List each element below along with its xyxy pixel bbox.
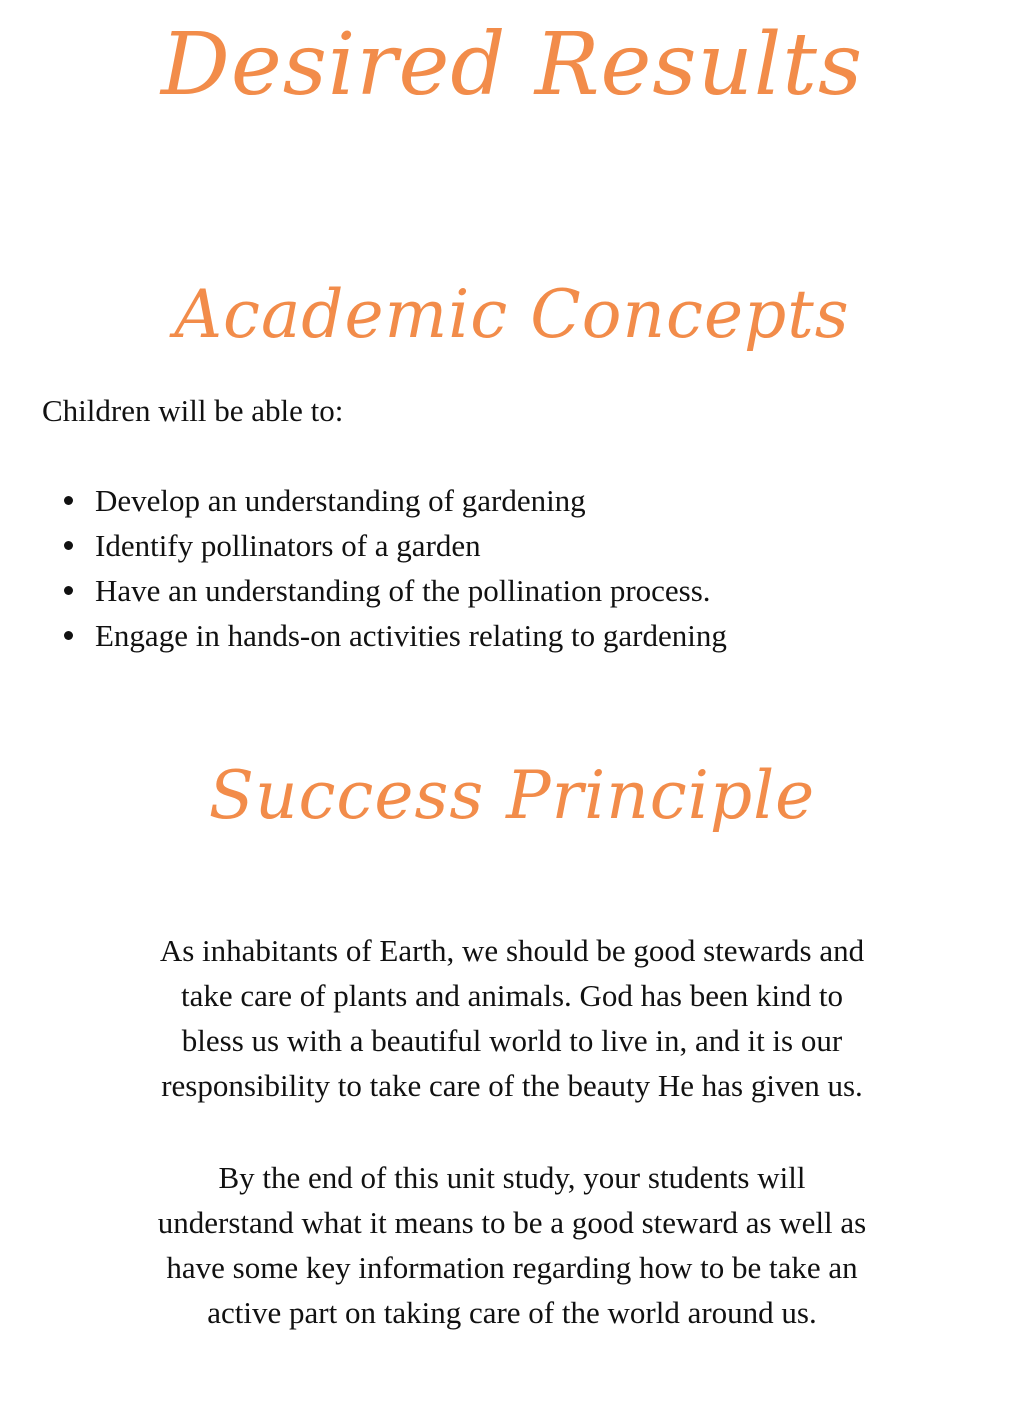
objectives-list bbox=[64, 478, 727, 658]
outcome-paragraph bbox=[30, 1155, 994, 1335]
paragraph-line: bless us with a beautiful world to live in, and it is our bbox=[181, 1023, 843, 1058]
stewardship-paragraph bbox=[30, 928, 994, 1108]
list-item bbox=[64, 613, 727, 658]
objective-text: Engage in hands-on activities relating to gardening bbox=[95, 618, 727, 653]
bullet-icon bbox=[64, 496, 73, 505]
objectives-intro: Children will be able to: bbox=[42, 393, 344, 428]
paragraph-line: responsibility to take care of the beauty He has given us. bbox=[161, 1068, 863, 1103]
bullet-icon bbox=[64, 586, 73, 595]
bullet-icon bbox=[64, 541, 73, 550]
list-item bbox=[64, 568, 727, 613]
academic-concepts-heading: Academic Concepts bbox=[174, 276, 850, 353]
page-title: Desired Results bbox=[160, 15, 864, 115]
list-item bbox=[64, 523, 727, 568]
paragraph-line: active part on taking care of the world around us. bbox=[207, 1295, 817, 1330]
paragraph-line: As inhabitants of Earth, we should be good stewards and bbox=[159, 933, 865, 968]
paragraph-line: understand what it means to be a good steward as well as bbox=[157, 1205, 867, 1240]
paragraph-line: have some key information regarding how to be take an bbox=[166, 1250, 858, 1285]
success-principle-heading: Success Principle bbox=[208, 757, 816, 834]
list-item bbox=[64, 478, 727, 523]
objective-text: Have an understanding of the pollination process. bbox=[95, 573, 711, 608]
bullet-icon bbox=[64, 631, 73, 640]
objective-text: Develop an understanding of gardening bbox=[95, 483, 586, 518]
paragraph-line: By the end of this unit study, your students will bbox=[218, 1160, 806, 1195]
objective-text: Identify pollinators of a garden bbox=[95, 528, 481, 563]
paragraph-line: take care of plants and animals. God has been kind to bbox=[181, 978, 843, 1013]
